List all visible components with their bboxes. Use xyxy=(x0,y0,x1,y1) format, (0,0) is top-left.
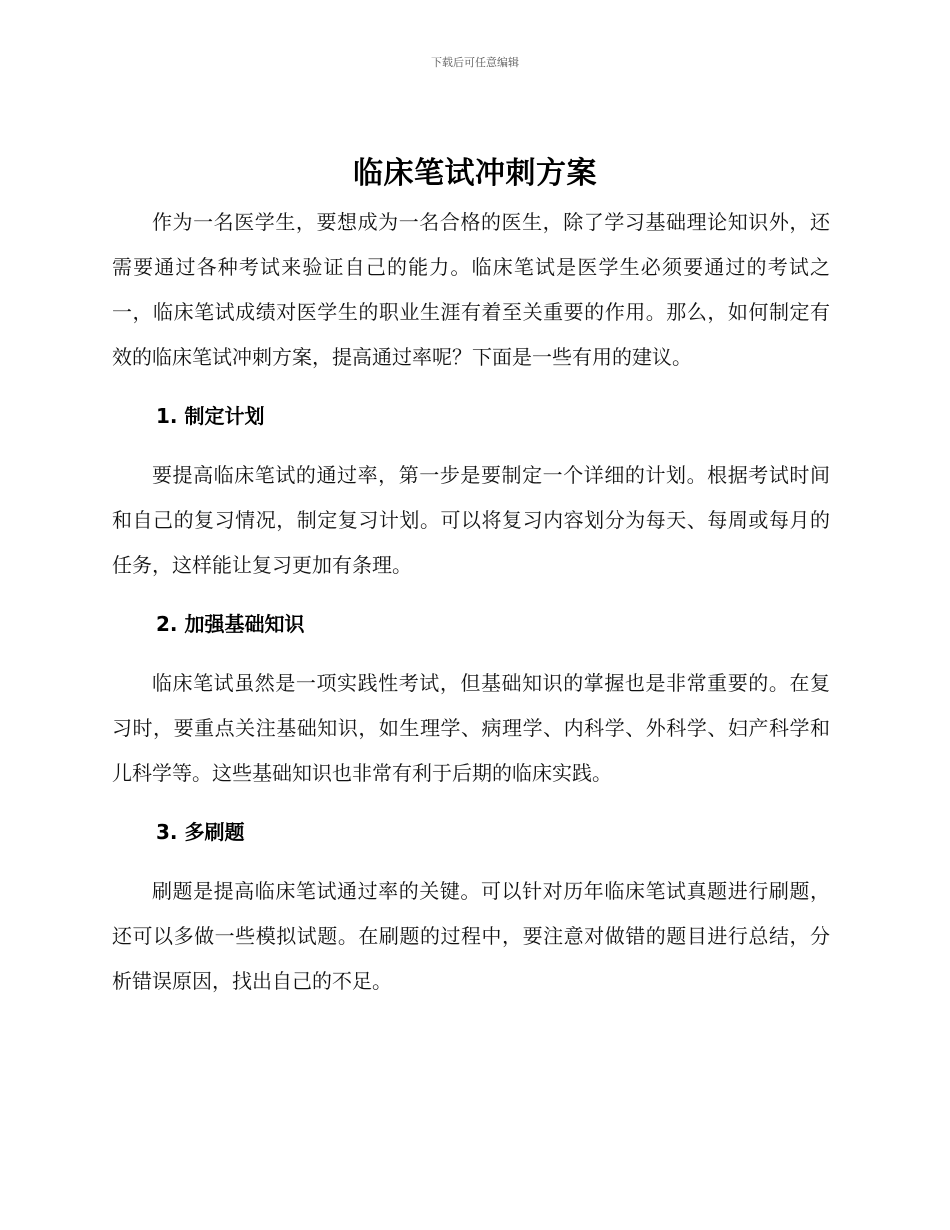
document-body xyxy=(112,200,830,1004)
section-body-plan: 要提高临床笔试的通过率，第一步是要制定一个详细的计划。根据考试时间和自己的复习情况，制定复习计划。可以将复习内容划分为每天、每周或每月的任务，这样能让复习更加有条理。 xyxy=(112,463,830,577)
document-title: 临床笔试冲刺方案 xyxy=(353,156,597,191)
section-body-basics: 临床笔试虽然是一项实践性考试，但基础知识的掌握也是非常重要的。在复习时，要重点关注基础知识，如生理学、病理学、内科学、外科学、妇产科学和儿科学等。这些基础知识也非常有利于后期的临床实践。 xyxy=(112,671,830,785)
header-note: 下载后可任意编辑 xyxy=(431,56,519,69)
section-heading-basics: 2. 加强基础知识 xyxy=(156,612,305,636)
intro-paragraph: 作为一名医学生，要想成为一名合格的医生，除了学习基础理论知识外，还需要通过各种考试来验证自己的能力。临床笔试是医学生必须要通过的考试之一，临床笔试成绩对医学生的职业生涯有着至关重要的作用。那么，如何制定有效的临床笔试冲刺方案，提高通过率呢？下面是一些有用的建议。 xyxy=(112,210,830,369)
section-heading-plan: 1. 制定计划 xyxy=(156,404,265,428)
section-heading-practice: 3. 多刷题 xyxy=(156,820,245,844)
section-body-practice: 刷题是提高临床笔试通过率的关键。可以针对历年临床笔试真题进行刷题，还可以多做一些模拟试题。在刷题的过程中，要注意对做错的题目进行总结，分析错误原因，找出自己的不足。 xyxy=(112,879,830,993)
